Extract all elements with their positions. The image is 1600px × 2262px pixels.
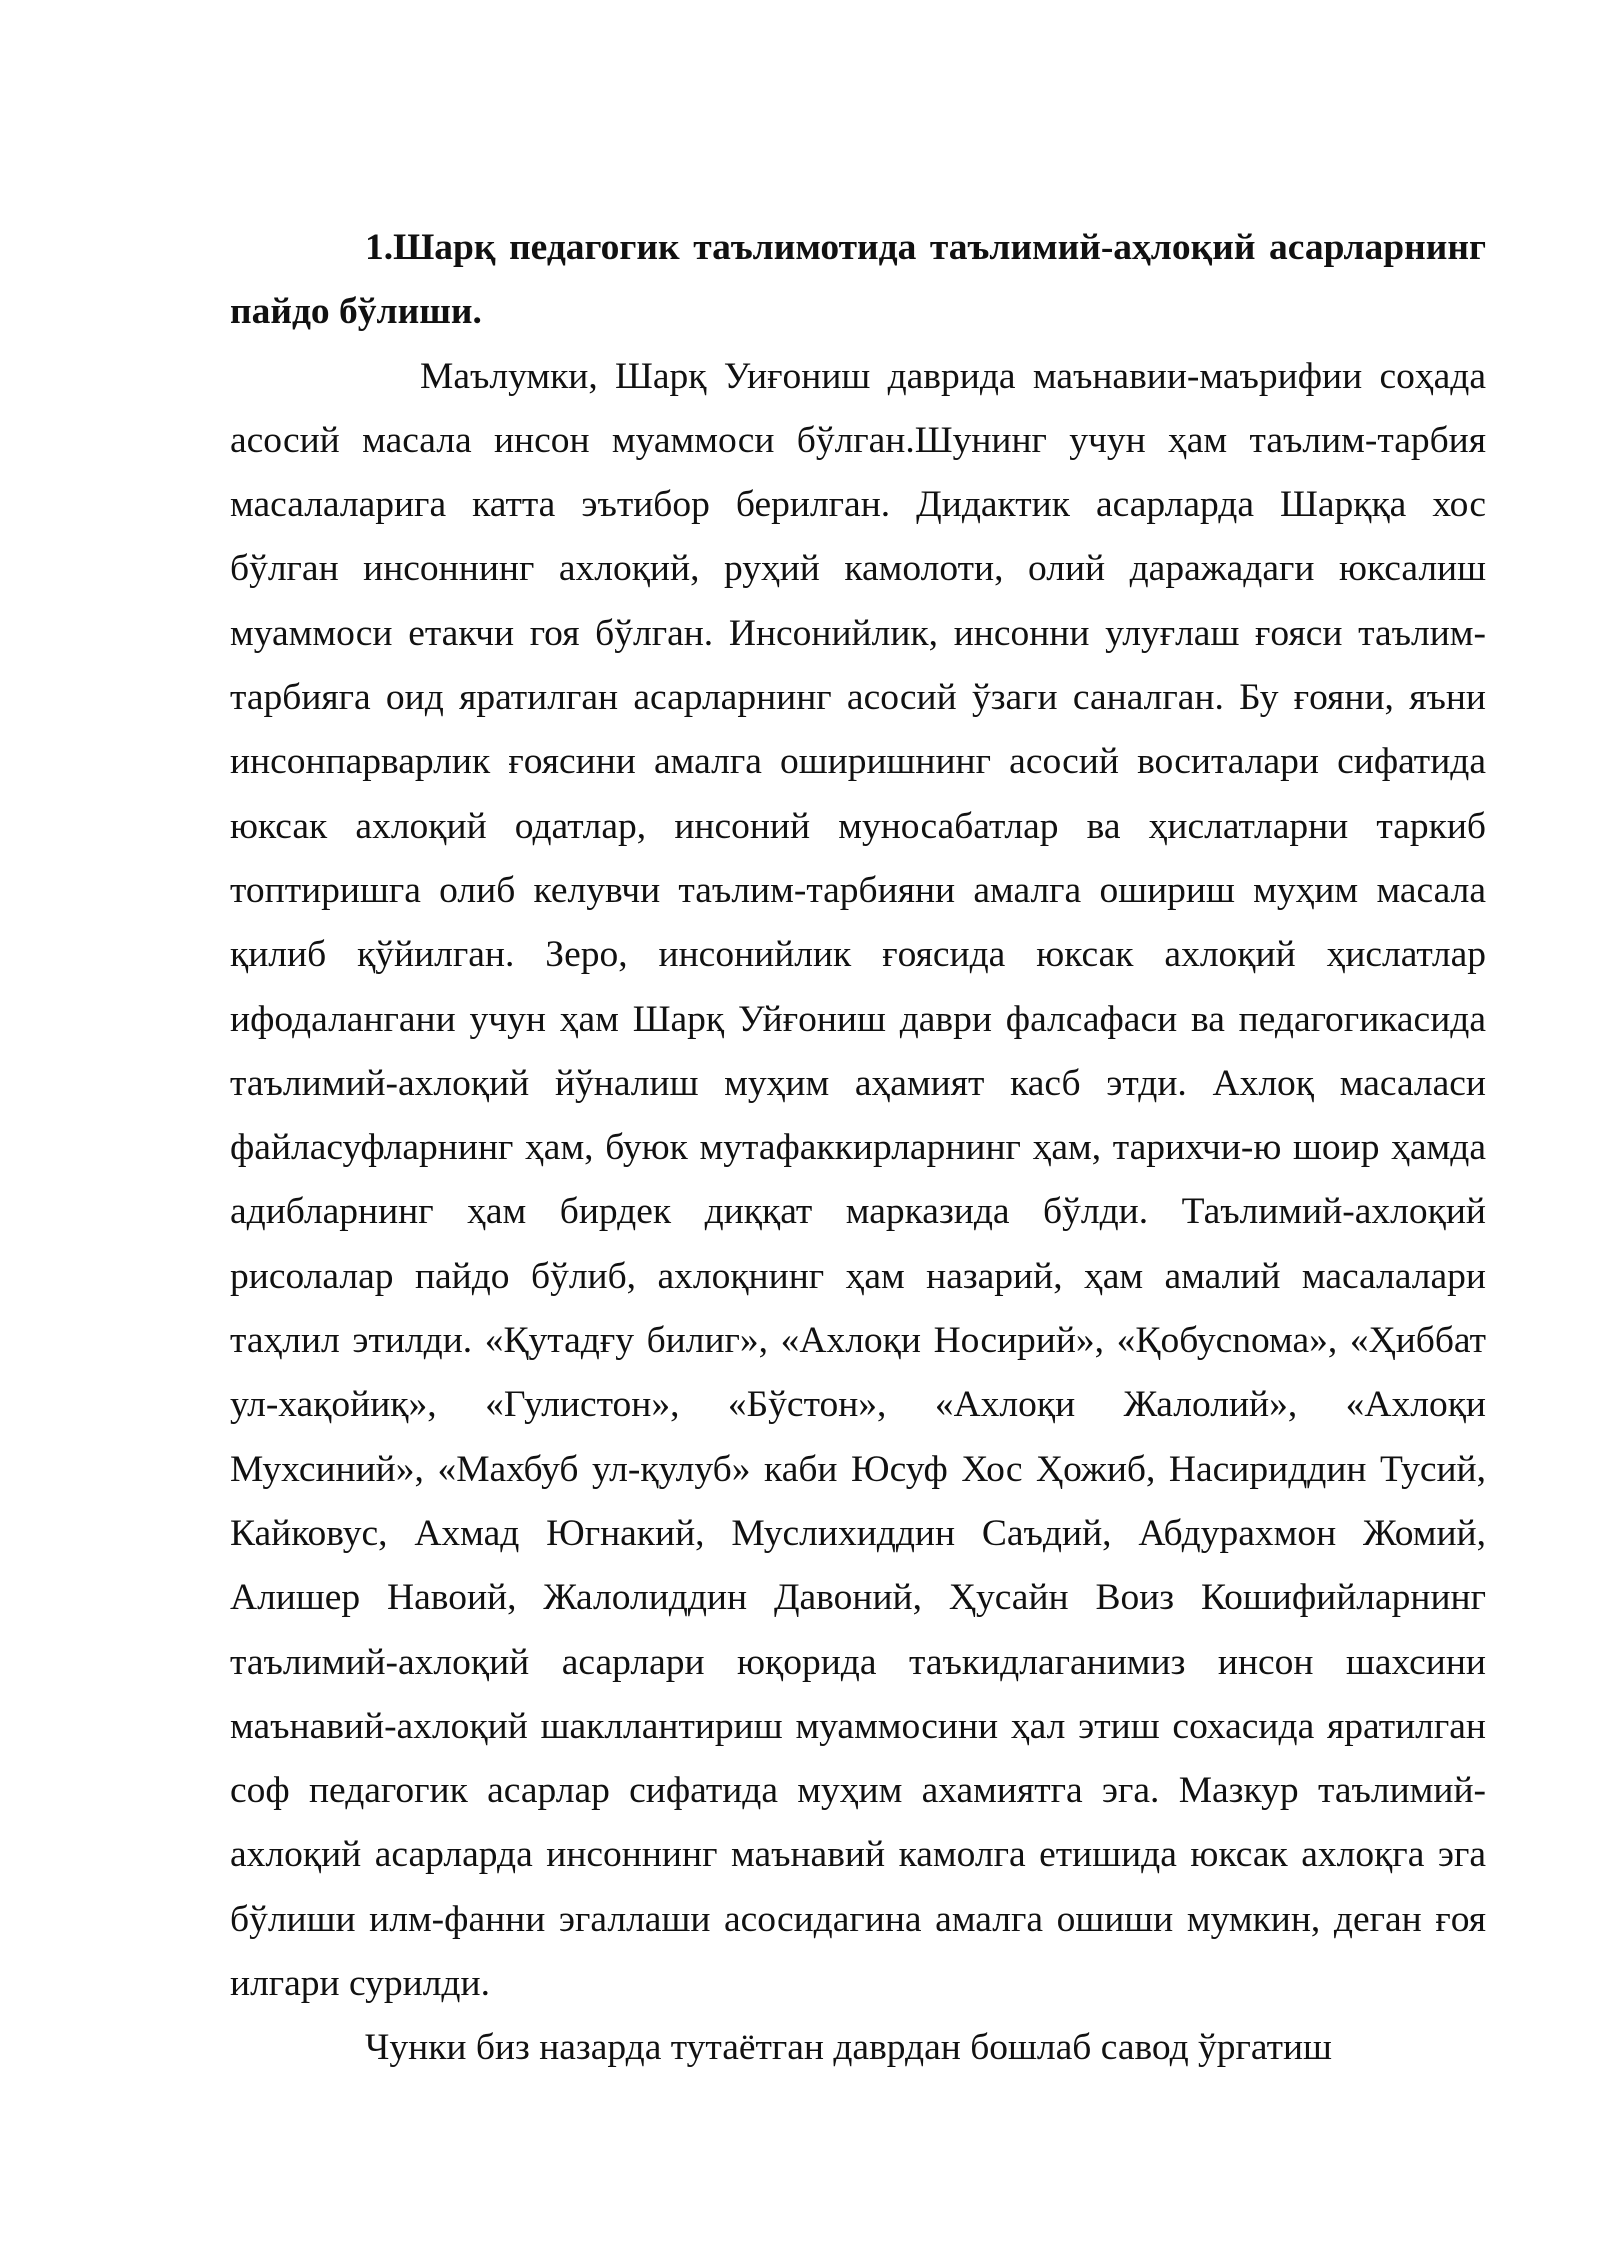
document-body (230, 216, 1486, 2081)
paragraph-2: Чунки биз назарда тутаётган даврдан бошлаб савод ўргатиш (365, 2027, 1332, 2069)
section-heading: 1.Шарқ педагогик таълимотида таълимий-аҳлоқий асарларнинг пайдо бўлиши. (230, 227, 1486, 333)
paragraph-1: Маълумки, Шарқ Уиғониш даврида маънавии-маърифии соҳада асосий масала инсон муаммоси бўлган.Шунинг учун ҳам таълим-тарбия масалаларига катта эътибор берилган. Дидактик асарларда Шарққа хос бўлган инсоннинг ахлоқий, руҳий камолоти, олий даражадаги юксалиш муаммоси етакчи гоя бўлган. Инсонийлик, инсонни улуғлаш ғояси таълим-тарбияга оид яратилган асарларнинг асосий ўзаги саналган. Бу ғояни, яъни инсонпарварлик ғоясини амалга оширишнинг асосий воситалари сифатида юксак ахлоқий одатлар, инсоний муносабатлар ва ҳислатларни таркиб топтиришга олиб келувчи таълим-тарбияни амалга ошириш муҳим масала қилиб қўйилган. Зеро, инсонийлик ғоясида юксак ахлоқий ҳислатлар ифодалангани учун ҳам Шарқ Уйғониш даври фалсафаси ва педагогикасида таълимий-ахлоқий йўналиш муҳим аҳамият касб этди. Ахлоқ масаласи файласуфларнинг ҳам, буюк мутафаккирларнинг ҳам, тарихчи-ю шоир ҳамда адибларнинг ҳам бирдек диққат марказида бўлди. Таълимий-ахлоқий рисолалар пайдо бўлиб, ахлоқнинг ҳам назарий, ҳам амалий масалалари таҳлил этилди. «Қутадғу билиг», «Ахлоқи Носирий», «Қобусnома», «Ҳиббат ул-хақойиқ», «Гулистон», «Бўстон», «Ахлоқи Жалолий», «Ахлоқи Мухсиний», «Махбуб ул-қулуб» каби Юсуф Хос Ҳожиб, Насириддин Тусий, Кайковус, Ахмад Югнакий, Муслихиддин Саъдий, Абдурахмон Жомий, Алишер Навоий, Жалолиддин Давоний, Ҳусайн Воиз Кошифийларнинг таълимий-ахлоқий асарлари юқорида таъкидлаганимиз инсон шахсини маънавий-ахлоқий шакллантириш муаммосини ҳал этиш сохасида яратилган соф педагогик асарлар сифатида муҳим ахамиятга эга. Мазкур таълимий-ахлоқий асарларда инсоннинг маънавий камолга етишида юксак ахлоқга эга бўлиши илм-фанни эгаллаши асосидагина амалга ошиши мумкин, деган ғоя илгари сурилди. (230, 355, 1486, 2005)
